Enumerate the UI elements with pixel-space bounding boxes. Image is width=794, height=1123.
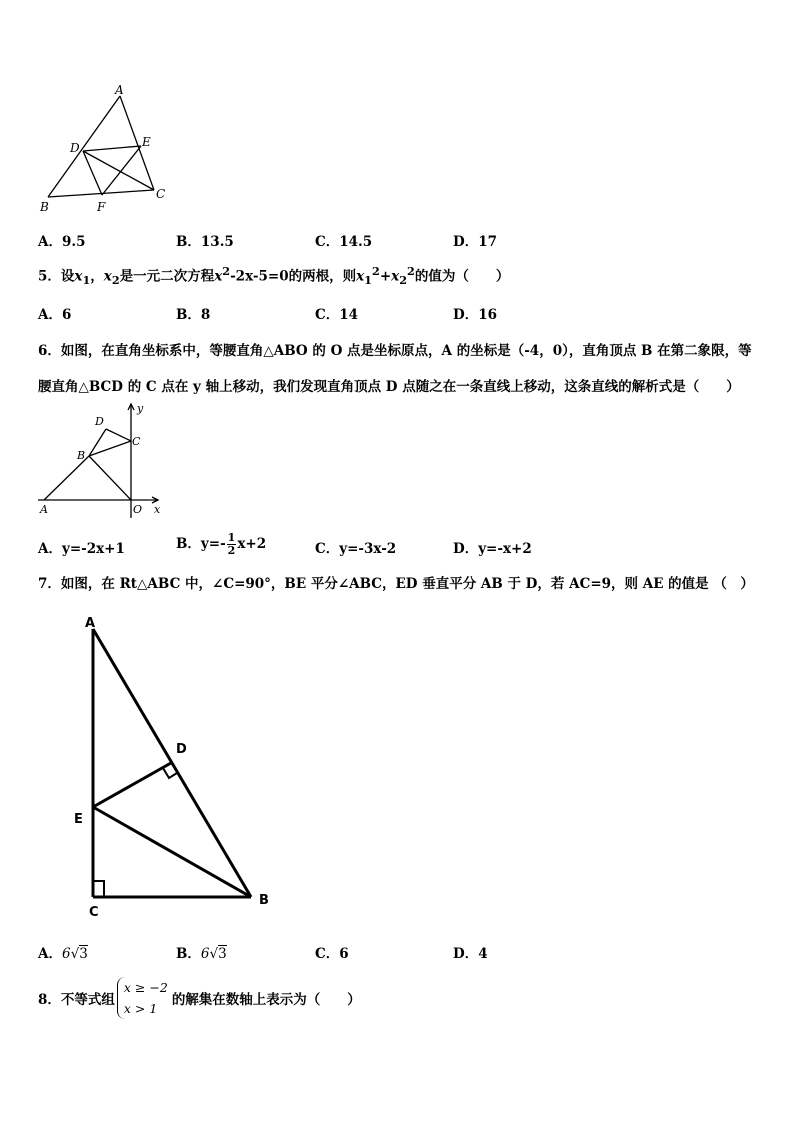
q5-eq-rest: -2x-5=0 — [230, 268, 289, 285]
sqrt-icon: √ — [70, 946, 80, 962]
q4-label-e: E — [142, 135, 151, 149]
q6-option-b-prefix: B．y=- — [176, 536, 226, 552]
q5-text-3: 的两根，则 — [288, 268, 357, 285]
q5-expr1: x — [356, 268, 365, 285]
q6-option-b-denominator: 2 — [227, 544, 236, 557]
q7-option-a[interactable] — [38, 942, 88, 962]
q6-option-d[interactable]: D．y=-x+2 — [453, 541, 532, 557]
q7-label-b: B — [259, 893, 269, 908]
sqrt-icon: √ — [209, 946, 219, 962]
q6-label-y: y — [137, 402, 144, 415]
q5-sub2: 2 — [111, 273, 120, 288]
q5-stem — [38, 264, 509, 287]
q6-option-b-suffix: x+2 — [237, 536, 267, 552]
q5-comma: ， — [90, 268, 104, 285]
q5-option-d[interactable]: D．16 — [453, 307, 497, 323]
q5-expr2: x — [391, 268, 400, 285]
q5-x2: x — [103, 268, 112, 285]
q5-eq-var: x — [214, 268, 223, 285]
q6-label-c: C — [132, 435, 141, 448]
q7-option-b-coef: 6 — [200, 946, 210, 962]
q5-option-c[interactable]: C．14 — [315, 307, 359, 323]
q5-expr1-sup: 2 — [371, 264, 380, 278]
q6-option-c[interactable]: C．y=-3x-2 — [315, 541, 397, 557]
q6-label-x: x — [154, 503, 161, 516]
q4-option-b[interactable]: B．13.5 — [176, 234, 234, 250]
q6-option-b-fraction — [227, 532, 237, 557]
q7-option-d[interactable]: D．4 — [453, 946, 488, 962]
q7-option-b-radicand: 3 — [218, 946, 227, 962]
q6-option-a[interactable]: A．y=-2x+1 — [38, 541, 125, 557]
q7-option-a-radicand: 3 — [79, 946, 88, 962]
q7-option-b-prefix: B． — [176, 946, 201, 962]
q7-stem: 7．如图，在 Rt△ABC 中，∠C=90°，BE 平分∠ABC，ED 垂直平分 AB 于 D，若 AC=9，则 AE 的值是 （ ） — [38, 576, 754, 592]
q5-eq-sup: 2 — [222, 264, 231, 278]
q7-option-b[interactable] — [176, 942, 227, 962]
q5-option-a[interactable]: A．6 — [38, 307, 72, 323]
q6-option-b-numerator: 1 — [227, 531, 236, 544]
q4-option-d[interactable]: D．17 — [453, 234, 497, 250]
q8-stem — [38, 977, 361, 1019]
q7-label-d: D — [176, 742, 187, 757]
q4-label-d: D — [70, 141, 80, 155]
q6-label-d: D — [95, 415, 104, 428]
q8-inequality-system — [117, 977, 168, 1019]
q5-expr2-sub: 2 — [399, 273, 408, 288]
q7-option-c[interactable]: C．6 — [315, 946, 349, 962]
q6-label-o: O — [133, 503, 143, 516]
q4-label-f: F — [97, 200, 106, 214]
q6-stem-line1: 6．如图，在直角坐标系中，等腰直角△ABO 的 O 点是坐标原点，A 的坐标是（-4，0），直角顶点 B 在第二象限，等 — [38, 343, 752, 359]
q4-label-a: A — [115, 83, 124, 97]
q4-triangle-figure — [36, 82, 176, 217]
q5-option-b[interactable]: B．8 — [176, 307, 211, 323]
q8-prefix: 8．不等式组 — [38, 992, 115, 1008]
q8-inequality-1: x ≥ −2 — [123, 980, 168, 995]
q8-suffix: 的解集在数轴上表示为（ ） — [171, 992, 361, 1008]
q4-option-a[interactable]: A．9.5 — [38, 234, 86, 250]
q5-x1: x — [74, 268, 83, 285]
q4-option-c[interactable]: C．14.5 — [315, 234, 373, 250]
q6-coordinate-figure — [34, 400, 164, 520]
q7-label-a: A — [85, 616, 96, 631]
q7-option-a-prefix: A． — [38, 946, 62, 962]
q8-inequality-2: x > 1 — [123, 1001, 158, 1016]
q6-label-a: A — [40, 503, 48, 516]
q5-text-2: 是一元二次方程 — [119, 268, 215, 285]
q5-expr1-sub: 1 — [364, 273, 372, 288]
q6-label-b: B — [77, 449, 86, 462]
q7-label-e: E — [74, 812, 83, 827]
q7-label-c: C — [89, 905, 99, 920]
q7-right-triangle-figure — [70, 610, 290, 928]
q6-option-b[interactable] — [176, 526, 266, 562]
q4-label-b: B — [40, 200, 49, 214]
q7-option-a-coef: 6 — [61, 946, 71, 962]
q5-text-1: 5．设 — [38, 268, 75, 285]
q6-stem-line2: 腰直角△BCD 的 C 点在 y 轴上移动，我们发现直角顶点 D 点随之在一条直线上移动，这条直线的解析式是（ ） — [38, 379, 740, 395]
q4-label-c: C — [156, 187, 166, 201]
q5-text-4: 的值为（ ） — [414, 268, 510, 285]
q5-plus: + — [379, 268, 392, 285]
q5-expr2-sup: 2 — [407, 264, 415, 278]
q5-sub1: 1 — [82, 273, 91, 288]
